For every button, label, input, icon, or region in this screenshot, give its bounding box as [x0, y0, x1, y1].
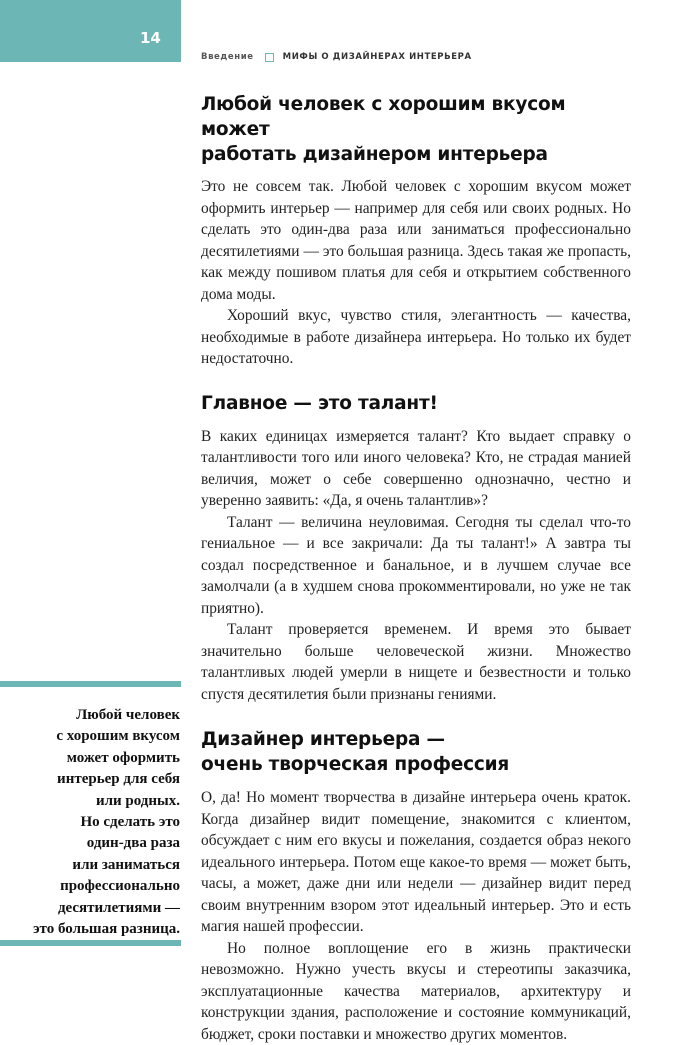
section-heading-2 — [201, 391, 631, 416]
pull-quote-line: может оформить — [67, 750, 180, 766]
section-heading-1 — [201, 92, 631, 167]
main-text-column — [201, 92, 631, 1045]
pull-quote-line: или заниматься — [72, 857, 180, 873]
page-number: 14 — [140, 29, 161, 47]
pull-quote-line: или родных. — [96, 793, 180, 809]
pull-quote-line: интерьер для себя — [57, 771, 180, 787]
pull-quote — [0, 705, 182, 940]
pull-quote-line: с хорошим вкусом — [56, 728, 180, 744]
pull-quote-bottom-rule — [0, 940, 181, 946]
running-header-section: Введение — [201, 52, 254, 62]
paragraph: Это не совсем так. Любой человек с хорошим вкусом может оформить интерьер — например для себя или своих родных. Но сделать это один-два раза или заниматься профессионально десятилетиями — это большая разница. Здесь такая же пропасть, как между пошивом платья для себя и открытием собственного дома моды. — [201, 176, 631, 305]
pull-quote-top-rule — [0, 681, 181, 687]
page-number-tab — [0, 0, 181, 62]
pull-quote-line: профессионально — [60, 878, 180, 894]
pull-quote-line: Любой человек — [76, 707, 180, 723]
pull-quote-line: это большая разница. — [33, 921, 180, 937]
running-header — [201, 52, 472, 62]
pull-quote-line: десятилетиями — — [58, 900, 180, 916]
heading-line: очень творческая профессия — [201, 754, 509, 775]
running-header-chapter: МИФЫ О ДИЗАЙНЕРАХ ИНТЕРЬЕРА — [283, 52, 472, 62]
paragraph: Хороший вкус, чувство стиля, элегантность — качества, необходимые в работе дизайнера интерьера. Но только их будет недостаточно. — [201, 305, 631, 370]
square-icon — [265, 53, 274, 62]
heading-line: Главное — это талант! — [201, 393, 438, 414]
heading-line: Дизайнер интерьера — — [201, 729, 445, 750]
section-heading-3 — [201, 727, 631, 777]
paragraph: Талант проверяется временем. И время это бывает значительно больше человеческой жизни. Множество талантливых людей умерли в нищете и безвестности и только спустя десятилетия были признаны гениями. — [201, 619, 631, 705]
paragraph: О, да! Но момент творчества в дизайне интерьера очень краток. Когда дизайнер видит помещение, знакомится с клиентом, обсуждает с ним его вкусы и пожелания, создается образ некого идеального интерьера. Потом еще какое-то время — может быть, часы, а может, даже дни или недели — дизайнер видит перед своим внутренним взором этот идеальный интерьер. Это и есть магия нашей профессии. — [201, 787, 631, 938]
pull-quote-line: один-два раза — [87, 835, 180, 851]
pull-quote-line: Но сделать это — [80, 814, 180, 830]
paragraph: Но полное воплощение его в жизнь практически невозможно. Нужно учесть вкусы и стереотипы заказчика, эксплуатационные качества материалов, архитектуру и конструкции здания, расположение и состояние коммуникаций, бюджет, сроки поставки и множество других моментов. — [201, 938, 631, 1045]
paragraph: В каких единицах измеряется талант? Кто выдает справку о талантливости того или иного человека? Кто, не страдая манией величия, может о себе совершенно однозначно, честно и уверенно заявить: «Да, я очень талантлив»? — [201, 426, 631, 512]
heading-line: работать дизайнером интерьера — [201, 144, 548, 165]
paragraph: Талант — величина неуловимая. Сегодня ты сделал что-то гениальное — и все закричали: Да ты талант!» А завтра ты создал посредственное и банальное, и в лучшем случае все замолчали (а в худшем снова прокомментировали, но уже не так приятно). — [201, 512, 631, 620]
heading-line: Любой человек с хорошим вкусом может — [201, 94, 565, 140]
